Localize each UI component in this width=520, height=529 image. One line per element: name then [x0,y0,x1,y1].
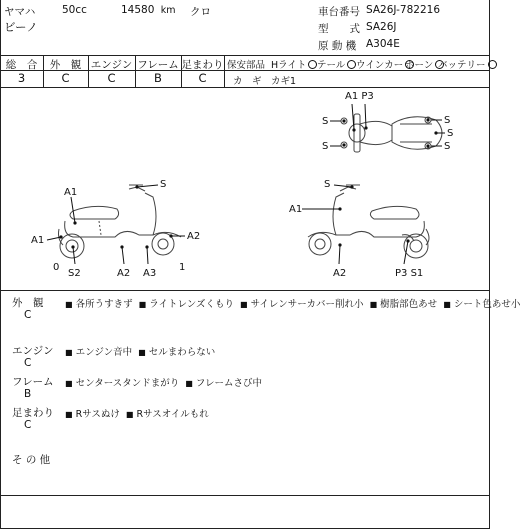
part-headlight: Hライト [271,57,317,71]
engine-value: A304E [366,38,400,50]
remark-items-suspension: ■ Rサスぬけ ■ Rサスオイルもれ [65,409,209,420]
parts-label: 保安部品 [227,60,266,71]
left-label-s2: S2 [68,268,81,279]
engine-label: 原 動 機 [318,40,357,52]
grade-header-exterior: 外 観 [49,59,82,71]
remark-items-exterior: ■ 各所うすきず ■ ライトレンズくもり ■ サイレンサーカバー削れ小 ■ 樹脂部色あせ ■ シート色あせ小 [65,299,520,310]
grade-header-engine: エンジン [90,59,133,71]
displacement: 50cc [62,4,87,16]
grade-header-suspension: 足まわり [181,59,224,71]
remark-category-suspension: 足まわり [12,407,54,419]
grades-bottom [0,87,490,88]
part-horn: ホーン [405,57,444,71]
top-label-a1p3: A1 P3 [345,91,374,102]
right-label-a1: A1 [289,204,303,215]
left-label-a1-front: A1 [31,235,45,246]
top-label-s-2: S [322,141,329,152]
key-value: カギ1 [271,76,297,87]
tail-ok-icon [347,60,356,69]
type-label: 型 式 [318,23,360,35]
maker-name: ヤマハ [4,6,36,18]
remark-grade-exterior: C [24,309,32,321]
frame-no: SA26J-782216 [366,4,440,16]
scooter-top-view-diagram [330,100,460,162]
type-value: SA26J [366,21,397,33]
headlight-ok-icon [308,60,317,69]
grade-frame: B [154,71,162,85]
body-color: クロ [190,6,211,18]
grade-exterior: C [61,71,70,85]
scooter-right-side-diagram [290,175,450,265]
part-tail: テール [317,57,356,71]
grade-engine: C [107,71,116,85]
right-label-s: S [324,179,331,190]
grade-overall: 3 [17,71,26,85]
grade-header-frame: フレーム [137,59,179,71]
remark-grade-engine: C [24,357,32,369]
left-label-a3: A3 [143,268,157,279]
left-label-0: 0 [53,262,60,273]
grade-col-sep-5 [224,55,225,87]
left-label-a2-rear: A2 [187,231,201,242]
top-label-s-1: S [322,116,329,127]
remark-category-frame: フレーム [12,376,54,388]
part-battery: バッテリー [438,57,497,71]
left-label-a2: A2 [117,268,131,279]
diagram-bottom [0,290,490,291]
top-label-s-4: S [447,128,454,139]
top-label-s-3: S [444,115,451,126]
grade-header-overall: 総 合 [5,59,38,71]
mileage [121,4,176,16]
battery-ok-icon [488,60,497,69]
remark-grade-frame: B [24,388,32,400]
left-label-a1-top: A1 [64,187,78,198]
part-winker: ウインカー [356,57,414,71]
remark-category-other: そ の 他 [12,454,51,466]
right-label-p3s1: P3 S1 [395,268,424,279]
remark-items-frame: ■ センタースタンドまがり ■ フレームさび中 [65,378,263,389]
model-name: ビーノ [4,20,38,34]
key-label: カ ギ [233,76,262,87]
top-label-s-5: S [444,141,451,152]
remarks-bottom [0,495,490,496]
grade-suspension: C [198,71,207,85]
scooter-left-side-diagram [35,175,205,265]
left-label-s: S [160,179,167,190]
frame-no-label: 車台番号 [318,6,360,18]
remark-category-engine: エンジン [12,345,54,357]
mileage-value: 14580 [121,4,155,16]
frame-right [489,0,490,529]
right-label-a2: A2 [333,268,347,279]
remark-grade-suspension: C [24,419,32,431]
remark-category-exterior: 外 観 [12,297,44,309]
header-divider [0,55,490,56]
left-label-1: 1 [179,262,186,273]
mileage-unit: km [160,5,176,16]
remark-items-engine: ■ エンジン音中 ■ セルまわらない [65,347,216,358]
